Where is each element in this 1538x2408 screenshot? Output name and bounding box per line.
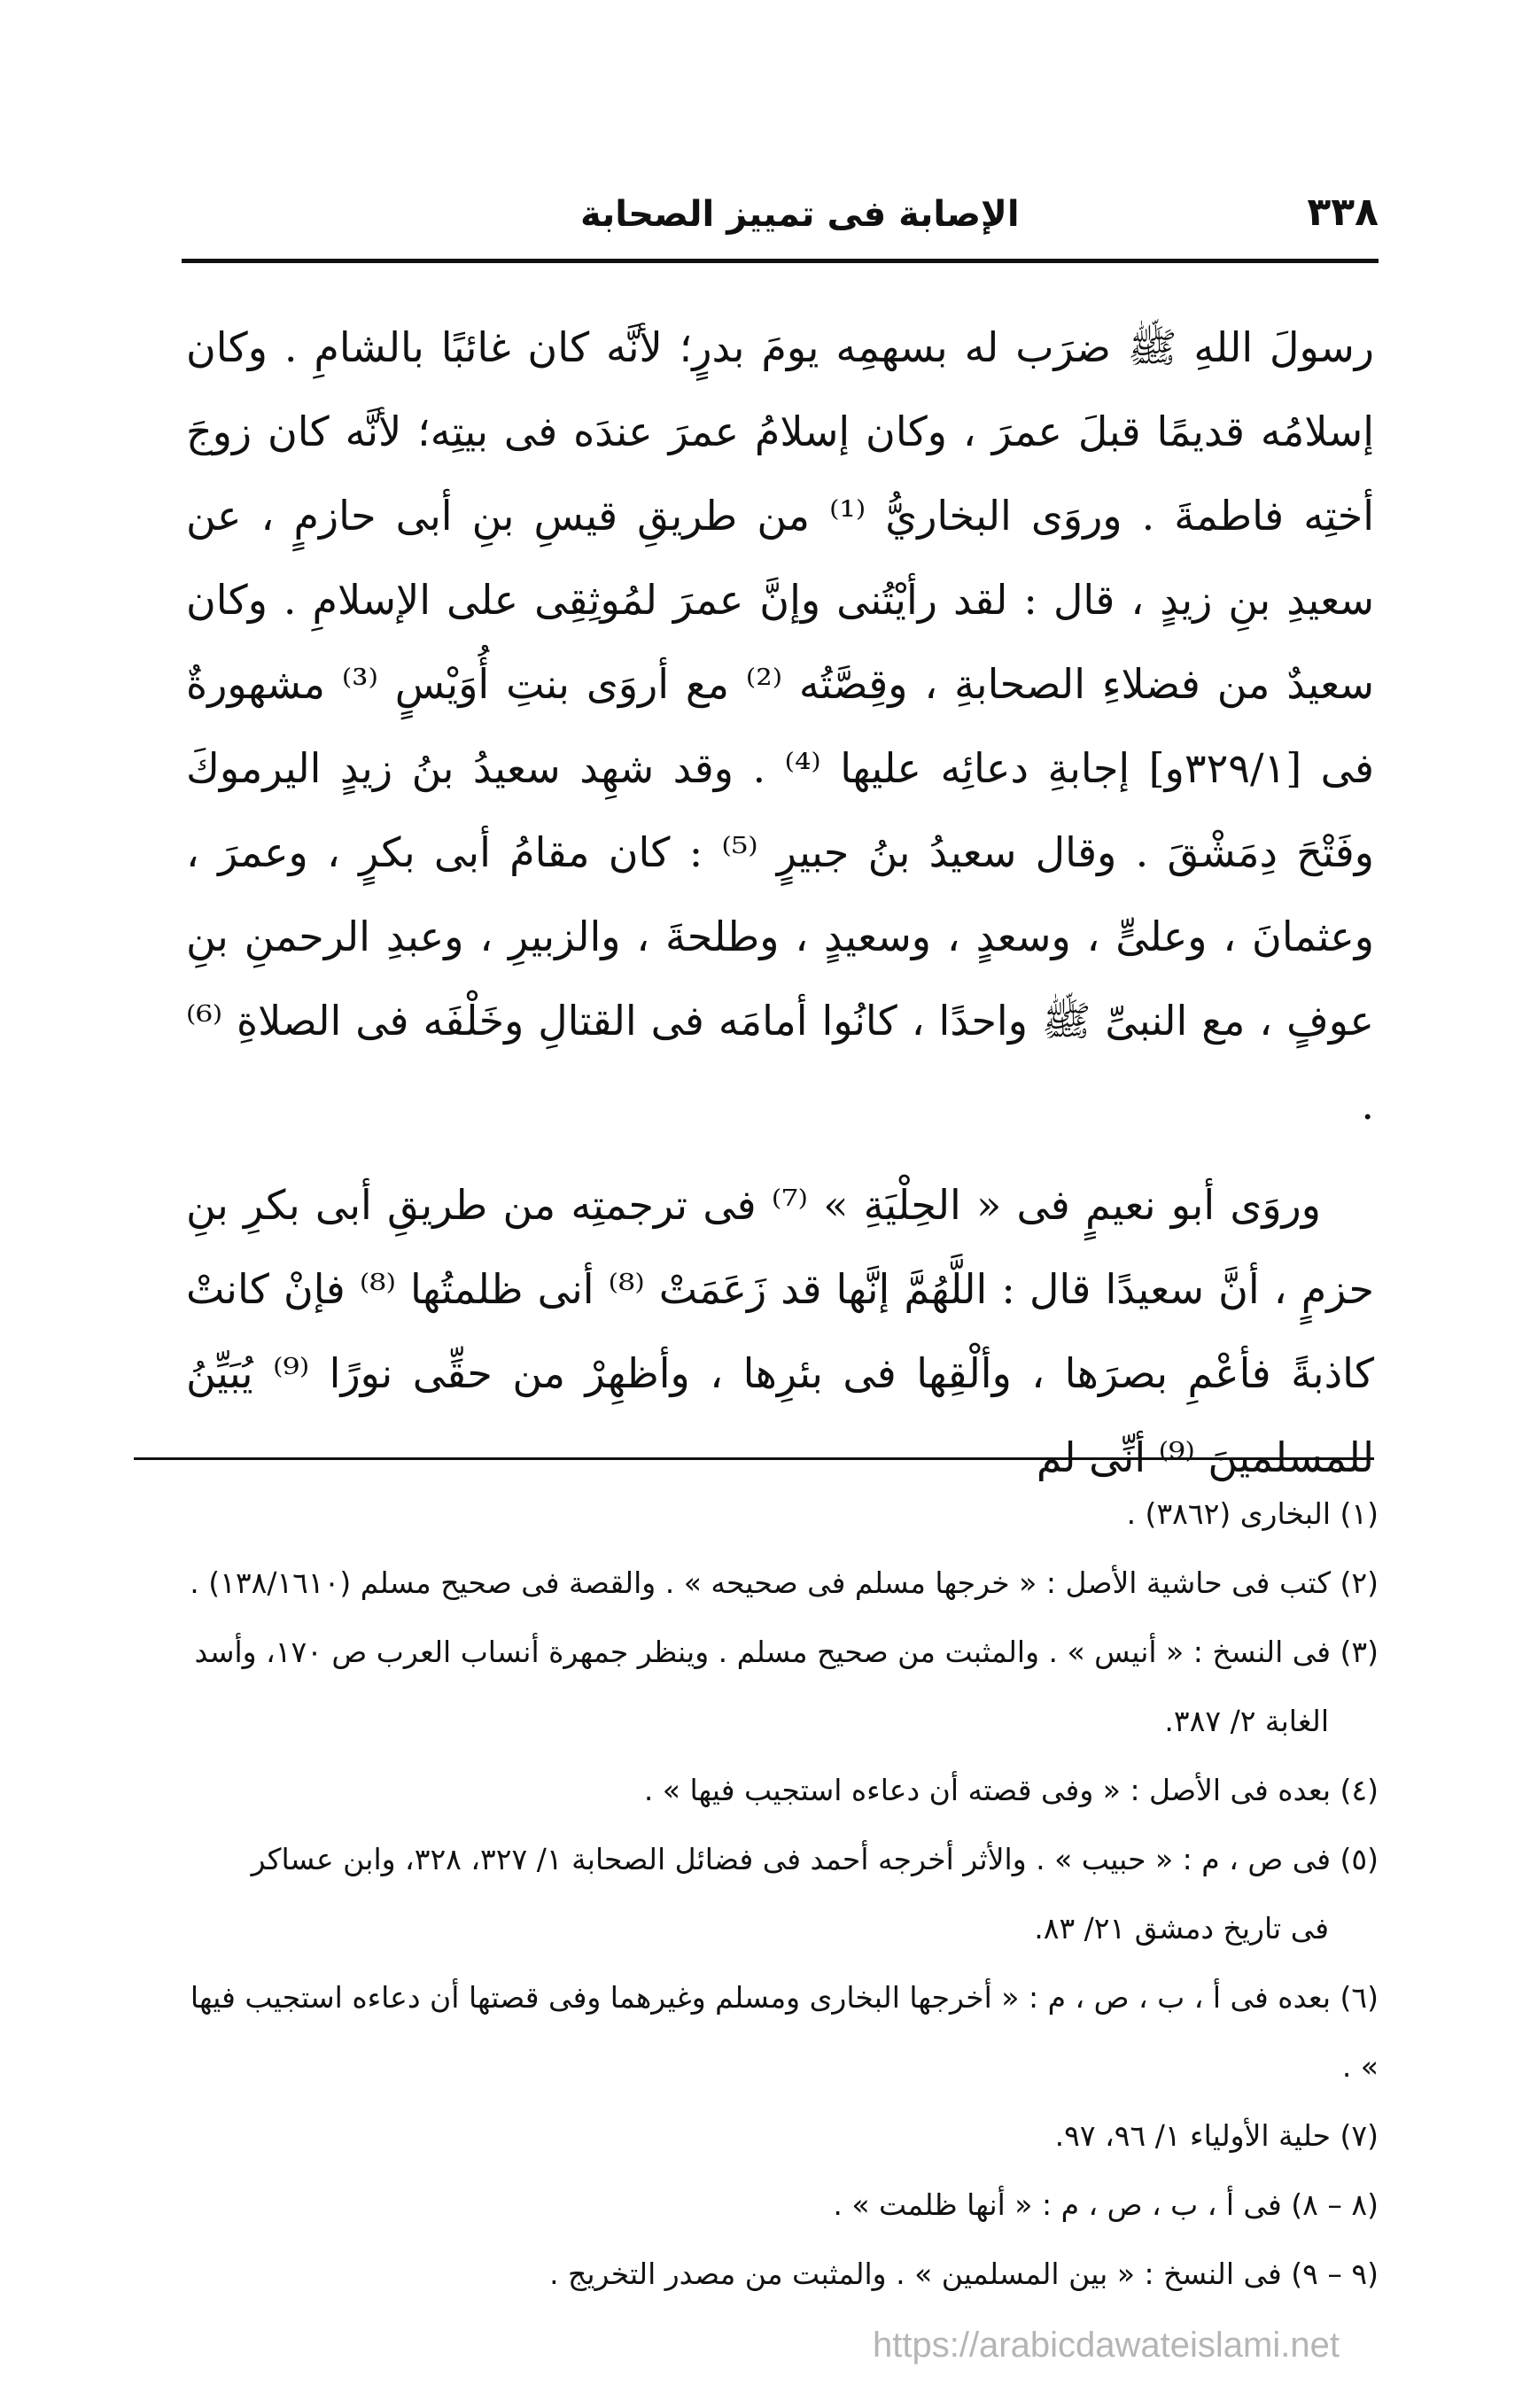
footnotes <box>177 1480 1379 2309</box>
footnote: (٢) كتب فى حاشية الأصل : « خرجها مسلم فى صحيحه » . والقصة فى صحيح مسلم (١٣٨/١٦١٠) . <box>190 1565 1379 1600</box>
footnote: (٩ – ٩) فى النسخ : « بين المسلمين » . والمثبت من مصدر التخريج . <box>549 2257 1379 2291</box>
footnote: (٤) بعده فى الأصل : « وفى قصته أن دعاءه استجيب فيها » . <box>643 1773 1379 1807</box>
footnote-continuation: الغابة ٢/ ٣٨٧. <box>1164 1704 1329 1738</box>
footnote: (٧) حلية الأولياء ١/ ٩٦، ٩٧. <box>1054 2118 1379 2153</box>
header-rule <box>182 259 1379 263</box>
paragraph: رسولَ اللهِ ﷺ ضرَب له بسهمِه يومَ بدرٍ؛ لأنَّه كان غائبًا بالشامِ . وكان إسلامُه قديمًا قبلَ عمرَ ، وكان إسلامُ عمرَ عندَه فى بيتِه؛ لأنَّه كان زوجَ أختِه فاطمةَ . وروَى البخاريُّ ⁽¹⁾ من طريقِ قيسِ بنِ أبى حازمٍ ، عن سعيدِ بنِ زيدٍ ، قال : لقد رأيْتُنى وإنَّ عمرَ لمُوثِقِى على الإسلامِ . وكان سعيدٌ من فضلاءِ الصحابةِ ، وقِصَّتُه ⁽²⁾ مع أروَى بنتِ أُوَيْسٍ ⁽³⁾ مشهورةٌ فى [٣٢٩/١و] إجابةِ دعائِه عليها ⁽⁴⁾ . وقد شهِد سعيدُ بنُ زيدٍ اليرموكَ وفَتْحَ دِمَشْقَ . وقال سعيدُ بنُ جبيرٍ ⁽⁵⁾ : كان مقامُ أبى بكرٍ ، وعمرَ ، وعثمانَ ، وعلىٍّ ، وسعدٍ ، وسعيدٍ ، وطلحةَ ، والزبيرِ ، وعبدِ الرحمنِ بنِ عوفٍ ، مع النبىِّ ﷺ واحدًا ، كانُوا أمامَه فى القتالِ وخَلْفَه فى الصلاةِ ⁽⁶⁾ . <box>186 323 1375 1129</box>
footnote-continuation: فى تاريخ دمشق ٢١/ ٨٣. <box>1034 1911 1329 1946</box>
watermark-url: https://arabicdawateislami.net <box>873 2326 1340 2365</box>
footnote: (١) البخارى (٣٨٦٢) . <box>1126 1496 1379 1531</box>
footnote-separator <box>134 1457 1374 1460</box>
page-number: ٣٣٨ <box>1307 190 1379 235</box>
footnote: (٨ – ٨) فى أ ، ب ، ص ، م : « أنها ظلمت » . <box>833 2187 1379 2222</box>
footnote: (٦) بعده فى أ ، ب ، ص ، م : « أخرجها البخارى ومسلم وغيرهما وفى قصتها أن دعاءه استجيب فيها » . <box>190 1980 1379 2084</box>
footnote: (٥) فى ص ، م : « حبيب » . والأثر أخرجه أحمد فى فضائل الصحابة ١/ ٣٢٧، ٣٢٨، وابن عساكر <box>251 1842 1379 1876</box>
main-text <box>186 306 1374 1516</box>
running-title: الإصابة فى تمييز الصحابة <box>580 194 1020 235</box>
paragraph: وروَى أبو نعيمٍ فى « الحِلْيَةِ » ⁽⁷⁾ فى ترجمتِه من طريقِ أبى بكرِ بنِ حزمٍ ، أنَّ سعيدًا قال : اللَّهُمَّ إنَّها قد زَعَمَتْ ⁽⁸⁾ أنى ظلمتُها ⁽⁸⁾ فإنْ كانتْ كاذبةً فأعْمِ بصرَها ، وألْقِها فى بئرِها ، وأظهِرْ من حقِّى نورًا ⁽⁹⁾ يُبَيِّنُ للمسلمينَ ⁽⁹⁾ أنِّى لم <box>186 1181 1374 1481</box>
running-header <box>182 173 1379 235</box>
footnote: (٣) فى النسخ : « أنيس » . والمثبت من صحيح مسلم . وينظر جمهرة أنساب العرب ص ١٧٠، وأسد <box>194 1635 1379 1669</box>
